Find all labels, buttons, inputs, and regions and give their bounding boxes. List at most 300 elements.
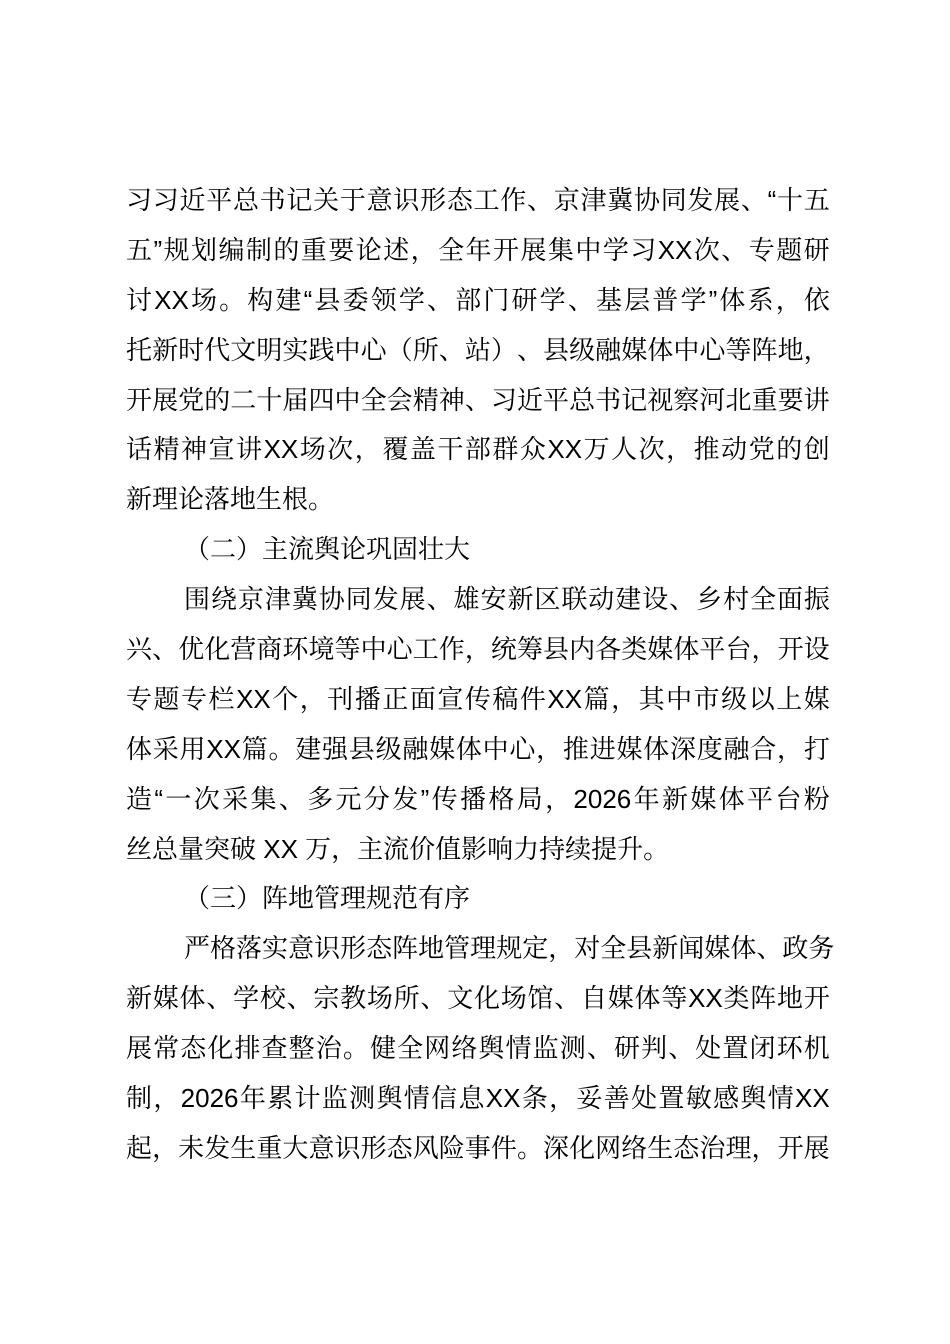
text-token: 体: [730, 933, 757, 964]
text-line: [126, 176, 830, 226]
text-token: 近: [179, 185, 206, 215]
text-token: 制: [245, 234, 272, 265]
text-token: 年: [239, 1083, 266, 1114]
text-token: 雄: [453, 584, 480, 615]
text-token: 县: [543, 334, 570, 365]
text-token: 五: [126, 234, 153, 265]
text-token: 全: [360, 384, 387, 415]
text-token: 教: [340, 983, 367, 1014]
text-token: 识: [393, 185, 420, 215]
text-token: 。: [268, 733, 295, 764]
text-token: 、: [554, 983, 581, 1014]
text-token: 作: [438, 634, 465, 665]
text-token: 合: [750, 733, 777, 764]
text-token: 推: [693, 434, 720, 465]
text-token: 书: [259, 185, 286, 215]
text-line: [126, 326, 830, 376]
text-token: 处: [631, 1083, 658, 1114]
text-token: 发: [372, 584, 399, 615]
text-token: 定: [522, 933, 549, 964]
text-token: 治: [699, 1132, 726, 1163]
text-line: [126, 276, 830, 326]
text-token: 等: [725, 334, 752, 365]
text-token: 实: [262, 933, 289, 964]
text-token: 构: [247, 284, 274, 315]
text-token: 论: [355, 234, 382, 265]
text-token: 深: [543, 1132, 570, 1163]
paragraph-body: [126, 924, 835, 1173]
text-token: 党: [748, 434, 775, 465]
text-line: [126, 575, 830, 625]
text-token: 媒: [803, 683, 830, 714]
text-token: 体: [126, 733, 153, 764]
text-token: 县: [348, 733, 375, 764]
text-token: “: [767, 185, 777, 215]
text-token: 闭: [749, 1033, 776, 1064]
text-token: 级: [375, 733, 402, 764]
text-token: 层: [624, 284, 651, 315]
text-token: 门: [483, 284, 510, 315]
text-token: 全: [397, 1033, 424, 1064]
text-token: 研: [803, 234, 830, 265]
text-token: 十: [256, 384, 283, 415]
text-token: 体: [718, 783, 745, 814]
text-token: 心: [360, 334, 387, 365]
text-line: [126, 376, 830, 426]
text-token: 记: [286, 185, 313, 215]
text-token: 联: [561, 584, 588, 615]
text-token: 十: [777, 185, 804, 215]
text-token: 话: [126, 434, 153, 465]
text-token: 推: [562, 733, 589, 764]
text-token: 习: [490, 384, 517, 415]
text-token: 托: [126, 334, 153, 365]
text-token: 津: [264, 584, 291, 615]
text-token: 编: [218, 234, 245, 265]
text-token: 健: [369, 1033, 396, 1064]
text-token: 络: [451, 1033, 478, 1064]
text-token: 内: [569, 634, 596, 665]
text-token: ，: [545, 783, 572, 814]
text-token: 采: [152, 733, 179, 764]
text-token: 届: [282, 384, 309, 415]
text-token: 形: [360, 1132, 387, 1163]
text-token: 代: [204, 334, 231, 365]
text-token: 新: [652, 933, 679, 964]
text-token: 2026: [573, 783, 632, 814]
text-token: 自: [581, 983, 608, 1014]
text-token: 舆: [740, 1083, 767, 1114]
text-token: 媒: [704, 933, 731, 964]
text-token: 险: [438, 1132, 465, 1163]
text-token: 河: [699, 384, 726, 415]
text-token: 意: [288, 933, 315, 964]
text-line: [126, 675, 830, 725]
text-token: 要: [777, 384, 804, 415]
text-token: 务: [808, 933, 835, 964]
text-token: 委: [342, 284, 369, 315]
text-token: 划: [191, 234, 218, 265]
text-token: 融: [402, 733, 429, 764]
text-token: ，: [803, 334, 830, 365]
text-token: 中: [482, 733, 509, 764]
text-token: 安: [480, 584, 507, 615]
text-token: 建: [275, 284, 302, 315]
text-token: 设: [642, 584, 669, 615]
text-token: 媒: [152, 983, 179, 1014]
text-token: ，: [548, 933, 575, 964]
text-token: 重: [256, 1132, 283, 1163]
text-token: 近: [516, 384, 543, 415]
text-token: 察: [673, 384, 700, 415]
text-token: 情: [505, 1033, 532, 1064]
text-token: 意: [366, 185, 393, 215]
text-token: 件: [490, 1132, 517, 1163]
text-token: 营: [230, 634, 257, 665]
text-token: XX: [154, 284, 189, 315]
text-token: 神: [181, 434, 208, 465]
text-token: 对: [574, 933, 601, 964]
document-text: [126, 176, 835, 1174]
text-token: 。: [516, 1132, 543, 1163]
text-token: 场: [500, 983, 527, 1014]
text-token: 、: [756, 933, 783, 964]
text-token: 、: [426, 584, 453, 615]
text-token: 心: [509, 733, 536, 764]
text-token: 中: [666, 683, 693, 714]
text-token: 优: [178, 634, 205, 665]
text-token: 篇: [583, 683, 610, 714]
text-token: 其: [638, 683, 665, 714]
text-token: 文: [447, 983, 474, 1014]
text-token: 党: [178, 384, 205, 415]
text-token: 围: [184, 584, 211, 615]
text-token: 个: [272, 683, 299, 714]
text-token: 讨: [126, 284, 153, 315]
text-token: 设: [803, 634, 830, 665]
text-token: 多: [307, 783, 334, 814]
text-token: ”: [420, 783, 430, 814]
text-token: 普: [652, 284, 679, 315]
paragraph-body: [126, 575, 830, 874]
text-token: 发: [204, 1132, 231, 1163]
text-token: 讲: [236, 434, 263, 465]
text-token: 善: [603, 1083, 630, 1114]
text-token: 重: [751, 384, 778, 415]
text-token: ，: [410, 234, 437, 265]
text-token: 专: [181, 683, 208, 714]
text-token: 县: [543, 634, 570, 665]
text-token: 、: [206, 983, 233, 1014]
text-token: ，: [666, 434, 693, 465]
text-token: 全: [750, 584, 777, 615]
text-token: 事: [464, 1132, 491, 1163]
text-token: 动: [721, 434, 748, 465]
text-token: 次: [693, 234, 720, 265]
text-token: 年: [633, 783, 660, 814]
text-token: 机: [803, 1033, 830, 1064]
text-token: 题: [153, 683, 180, 714]
text-token: 集: [547, 234, 574, 265]
text-token: 中: [360, 634, 387, 665]
text-token: 作: [500, 185, 527, 215]
paragraph-body-continuation: [126, 176, 830, 525]
text-token: XX: [688, 983, 723, 1014]
text-token: 次: [327, 434, 354, 465]
text-token: 创: [803, 434, 830, 465]
text-token: 精: [153, 434, 180, 465]
text-token: 新: [126, 983, 153, 1014]
text-token: ，: [775, 284, 802, 315]
text-token: 京: [553, 185, 580, 215]
text-token: 环: [776, 1033, 803, 1064]
text-token: 境: [308, 634, 335, 665]
text-token: 商: [256, 634, 283, 665]
text-token: 媒: [621, 334, 648, 365]
text-token: 篇: [241, 733, 268, 764]
text-token: 化: [204, 634, 231, 665]
text-token: 开: [126, 384, 153, 415]
text-token: 以: [748, 683, 775, 714]
text-token: ，: [153, 1083, 180, 1114]
text-token: 盖: [409, 434, 436, 465]
text-token: 严: [184, 933, 211, 964]
text-token: 息: [458, 1083, 485, 1114]
text-token: 书: [595, 384, 622, 415]
text-token: 会: [386, 384, 413, 415]
text-token: 稿: [492, 683, 519, 714]
text-token: XX: [547, 683, 583, 714]
text-token: 京: [237, 584, 264, 615]
text-token: 判: [641, 1033, 668, 1064]
text-token: XX: [263, 434, 299, 465]
text-token: ，: [549, 1083, 576, 1114]
text-token: 于: [339, 185, 366, 215]
text-token: 政: [782, 933, 809, 964]
text-token: 态: [446, 185, 473, 215]
text-token: 中: [575, 234, 602, 265]
text-token: 化: [207, 1033, 234, 1064]
text-token: 重: [300, 234, 327, 265]
text-token: 整: [288, 1033, 315, 1064]
text-token: 播: [354, 683, 381, 714]
text-token: 情: [767, 1083, 794, 1114]
text-token: 市: [693, 683, 720, 714]
text-token: 部: [464, 434, 491, 465]
text-token: 等: [661, 983, 688, 1014]
text-token: 、: [464, 384, 491, 415]
text-token: 条: [521, 1083, 548, 1114]
text-token: 。: [342, 1033, 369, 1064]
text-line: [126, 226, 830, 276]
text-token: 置: [722, 1033, 749, 1064]
text-token: 计: [294, 1083, 321, 1114]
text-token: 规: [496, 933, 523, 964]
text-token: 件: [519, 683, 546, 714]
text-token: 台: [725, 634, 752, 665]
text-token: 制: [126, 1083, 153, 1114]
text-token: 站: [464, 334, 491, 365]
text-token: 所: [393, 983, 420, 1014]
text-token: 体: [643, 733, 670, 764]
text-token: 打: [803, 733, 830, 764]
text-token: 络: [621, 1132, 648, 1163]
text-token: 集: [250, 783, 277, 814]
text-token: ，: [777, 733, 804, 764]
text-line: （二）主流舆论巩固壮大: [184, 534, 471, 565]
text-token: 融: [595, 334, 622, 365]
text-token: 融: [723, 733, 750, 764]
paragraph-heading: [126, 874, 830, 924]
text-token: 开: [777, 1132, 804, 1163]
text-token: XX: [795, 1083, 830, 1114]
text-token: “: [303, 284, 313, 315]
text-token: 理: [725, 1132, 752, 1163]
text-token: 强: [322, 733, 349, 764]
text-token: 刊: [327, 683, 354, 714]
text-token: 兴: [126, 634, 153, 665]
text-token: 协: [318, 584, 345, 615]
text-token: ”: [153, 234, 163, 265]
text-token: 众: [519, 434, 546, 465]
text-line: 丝总量突破 XX 万，主流价值影响力持续提升。: [126, 833, 670, 864]
text-token: 监: [532, 1033, 559, 1064]
text-token: 全: [438, 234, 465, 265]
text-token: ，: [536, 733, 563, 764]
text-token: 度: [696, 733, 723, 764]
text-token: 环: [282, 634, 309, 665]
text-token: 、: [286, 983, 313, 1014]
text-token: 二: [230, 384, 257, 415]
text-token: 明: [256, 334, 283, 365]
text-token: 筹: [516, 634, 543, 665]
text-token: 展: [399, 584, 426, 615]
text-token: 局: [516, 783, 543, 814]
text-token: 生: [647, 1132, 674, 1163]
text-token: 生: [230, 1132, 257, 1163]
text-token: 闻: [678, 933, 705, 964]
text-token: 学: [398, 284, 425, 315]
text-token: 粉: [803, 783, 830, 814]
text-token: XX: [547, 434, 583, 465]
text-token: XX: [236, 683, 271, 714]
text-token: 管: [444, 933, 471, 964]
text-token: 部: [455, 284, 482, 315]
text-token: 造: [126, 783, 153, 814]
text-line: [126, 924, 835, 974]
text-token: 分: [363, 783, 390, 814]
text-token: 阵: [751, 334, 778, 365]
text-token: （: [386, 334, 413, 365]
text-token: 形: [420, 185, 447, 215]
text-token: 进: [589, 733, 616, 764]
text-token: 基: [595, 284, 622, 315]
text-token: 中: [673, 334, 700, 365]
text-token: 测: [349, 1083, 376, 1114]
text-token: 风: [412, 1132, 439, 1163]
text-token: 践: [308, 334, 335, 365]
text-line: [126, 725, 830, 775]
text-token: 区: [534, 584, 561, 615]
text-token: 地: [777, 983, 804, 1014]
text-token: 的: [273, 234, 300, 265]
text-token: 研: [511, 284, 538, 315]
text-token: 述: [383, 234, 410, 265]
text-token: 建: [615, 584, 642, 615]
text-token: ，: [751, 634, 778, 665]
text-token: 、: [427, 284, 454, 315]
text-token: 万: [583, 434, 610, 465]
text-token: 2026: [180, 1083, 239, 1114]
text-token: 台: [775, 783, 802, 814]
text-token: 专: [126, 683, 153, 714]
text-token: 网: [595, 1132, 622, 1163]
text-token: 习: [630, 234, 657, 265]
text-line: [126, 775, 830, 825]
text-token: 习: [152, 185, 179, 215]
text-token: 群: [492, 434, 519, 465]
text-token: 、: [527, 185, 554, 215]
text-token: 体: [673, 634, 700, 665]
text-token: 津: [580, 185, 607, 215]
text-token: 查: [261, 1033, 288, 1064]
text-token: 体: [719, 284, 746, 315]
text-line: [126, 425, 830, 475]
text-token: 总: [232, 185, 259, 215]
text-token: ，: [299, 683, 326, 714]
text-token: 北: [725, 384, 752, 415]
text-token: 态: [386, 1132, 413, 1163]
text-token: 化: [569, 1132, 596, 1163]
text-token: 、: [152, 634, 179, 665]
text-token: ，: [354, 434, 381, 465]
text-token: 心: [386, 634, 413, 665]
text-token: 常: [153, 1033, 180, 1064]
text-token: 、: [669, 584, 696, 615]
text-token: 所: [412, 334, 439, 365]
text-token: 、: [740, 185, 767, 215]
text-line: [126, 974, 830, 1024]
text-token: 五: [803, 185, 830, 215]
text-token: 场: [366, 983, 393, 1014]
text-token: 识: [314, 933, 341, 964]
text-token: 面: [409, 683, 436, 714]
text-token: 、: [438, 334, 465, 365]
text-token: 采: [222, 783, 249, 814]
text-token: 级: [721, 683, 748, 714]
text-token: 累: [267, 1083, 294, 1114]
text-token: 舆: [478, 1033, 505, 1064]
text-token: 总: [569, 384, 596, 415]
text-token: 心: [699, 334, 726, 365]
text-token: 年: [465, 234, 492, 265]
text-token: 地: [418, 933, 445, 964]
text-token: 宗: [313, 983, 340, 1014]
text-token: 习: [126, 185, 153, 215]
text-token: 处: [695, 1033, 722, 1064]
text-token: 平: [206, 185, 233, 215]
text-token: 专: [748, 234, 775, 265]
text-token: 中: [334, 334, 361, 365]
text-token: 学: [233, 983, 260, 1014]
text-token: 治: [315, 1033, 342, 1064]
text-token: 宣: [437, 683, 464, 714]
text-token: 媒: [429, 733, 456, 764]
text-token: 校: [259, 983, 286, 1014]
text-token: 平: [543, 384, 570, 415]
paragraph-heading: [126, 525, 830, 575]
text-line: （三）阵地管理规范有序: [184, 883, 471, 914]
